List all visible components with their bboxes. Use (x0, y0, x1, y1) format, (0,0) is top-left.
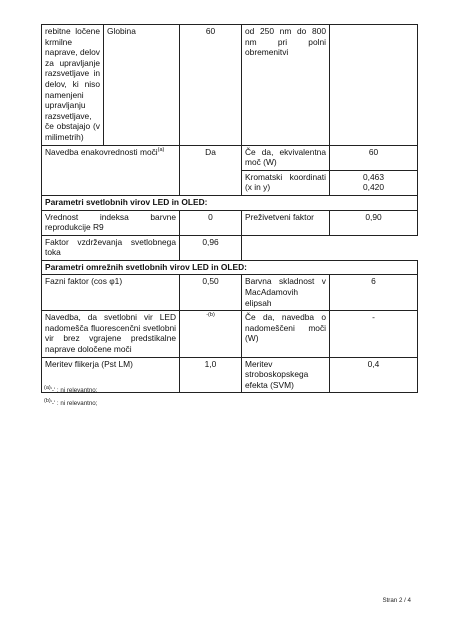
footnotes (44, 384, 97, 410)
section-header: Parametri omrežnih svetlobnih virov LED in OLED: (42, 260, 418, 275)
table-row (42, 25, 418, 146)
table-cell (180, 311, 242, 357)
table-cell: Da (180, 145, 242, 195)
table-cell: 60 (180, 25, 242, 146)
specification-table (41, 24, 418, 393)
table-cell: 6 (330, 275, 418, 311)
footnote-mark: (b) (44, 397, 51, 404)
table-row (42, 275, 418, 311)
table-row (42, 357, 418, 393)
table-cell: 0 (180, 210, 242, 235)
table-row (42, 235, 418, 260)
table-cell: od 250 nm do 800 nm pri polni obremenitvi (242, 25, 330, 146)
footnote-mark: (a) (44, 384, 51, 391)
table-row (42, 311, 418, 357)
section-header-row (42, 195, 418, 210)
table-cell: Če da, navedba o nadomeščeni moči (W) (242, 311, 330, 357)
table-cell: 0,96 (180, 235, 242, 260)
footnote (44, 384, 97, 397)
table-cell: Barvna skladnost v MacAdamovih elipsah (242, 275, 330, 311)
section-header-row (42, 260, 418, 275)
table-row (42, 210, 418, 235)
table-cell: Faktor vzdrževanja svetlobnega toka (42, 235, 180, 260)
table-cell: Kromatski koordinati (x in y) (242, 170, 330, 195)
table-cell: Navedba, da svetlobni vir LED nadomešča fluorescenčni svetlobni vir brez vgrajene predstikalne naprave določene moči (42, 311, 180, 357)
section-header: Parametri svetlobnih virov LED in OLED: (42, 195, 418, 210)
table-cell: Meritev stroboskopskega efekta (SVM) (242, 357, 330, 393)
footnote-ref: -(b) (206, 312, 215, 319)
table-cell: 0,90 (330, 210, 418, 235)
footnote-text: '-' : ni relevantno; (50, 387, 98, 394)
table-cell: 60 (330, 145, 418, 170)
table-cell: Če da, ekvivalentna moč (W) (242, 145, 330, 170)
table-cell: Globina (104, 25, 180, 146)
footnote (44, 397, 97, 410)
table-cell: Vrednost indeksa barvne reprodukcije R9 (42, 210, 180, 235)
table-cell: 1,0 (180, 357, 242, 393)
table-cell: Preživetveni faktor (242, 210, 330, 235)
table-cell (42, 145, 180, 195)
table-cell: 0,4 (330, 357, 418, 393)
table-cell: 0,50 (180, 275, 242, 311)
cell-text: Navedba enakovrednosti moči (45, 146, 158, 157)
footnote-ref: (a) (157, 146, 165, 153)
cell-value-y: 0,420 (363, 182, 384, 193)
table-cell (330, 25, 418, 146)
table-row (42, 145, 418, 170)
table-cell: Fazni faktor (cos φ1) (42, 275, 180, 311)
table-cell: Meritev flikerja (Pst LM) (42, 357, 180, 393)
page-number: Stran 2 / 4 (382, 597, 411, 604)
table-cell (330, 170, 418, 195)
footnote-text: '-' : ni relevantno; (50, 400, 98, 407)
table-cell: - (330, 311, 418, 357)
empty-cell (242, 235, 418, 260)
cell-value-x: 0,463 (363, 171, 384, 182)
table-cell: rebitne ločene krmilne naprave, delov za upravljanje razsvetljave in delov, ki niso namenjeni upravljanju razsvetljave, če obstajajo (v milimetrih) (42, 25, 104, 146)
